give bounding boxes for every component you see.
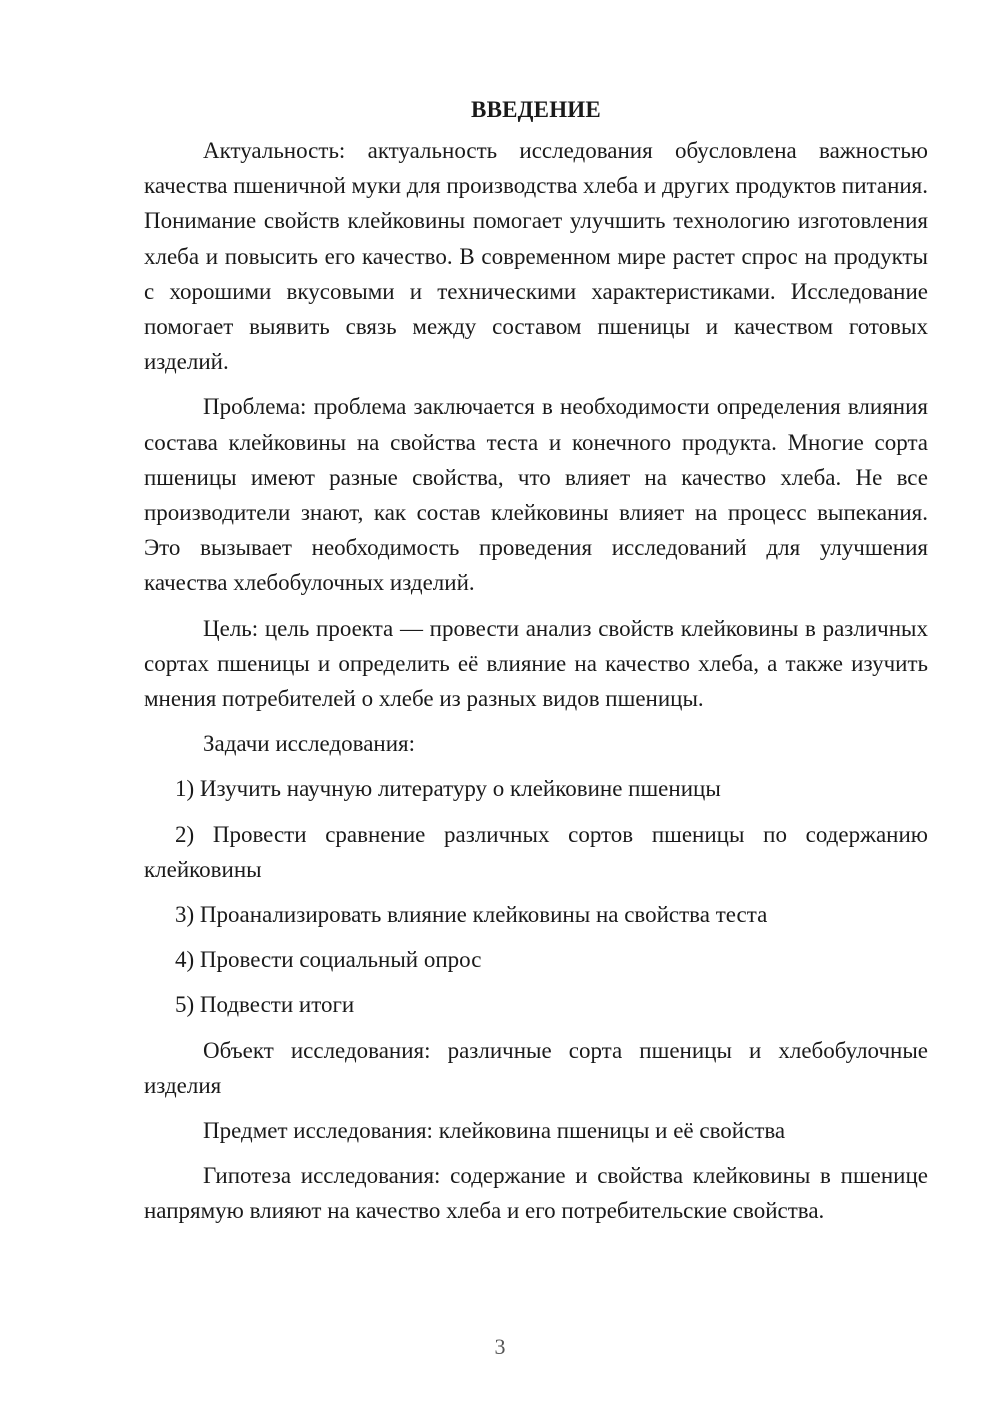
task-item: 2) Провести сравнение различных сортов пшеницы по содержанию клейковины [144, 821, 928, 882]
task-item: 1) Изучить научную литературу о клейковине пшеницы [175, 776, 721, 802]
paragraph-hypothesis: Гипотеза исследования: содержание и свойства клейковины в пшенице напрямую влияют на качество хлеба и его потребительские свойства. [144, 1163, 928, 1224]
page-content [144, 92, 928, 1239]
tasks-heading: Задачи исследования: [203, 731, 416, 757]
task-item: 3) Проанализировать влияние клейковины на свойства теста [175, 902, 768, 928]
paragraph-object: Объект исследования: различные сорта пшеницы и хлебобулочные изделия [144, 1037, 928, 1098]
page-number: 3 [494, 1334, 506, 1359]
section-title: ВВЕДЕНИЕ [471, 97, 601, 122]
task-item: 4) Провести социальный опрос [175, 947, 482, 973]
paragraph-relevance: Актуальность: актуальность исследования обусловлена важностью качества пшеничной муки для производства хлеба и других продуктов питания. Понимание свойств клейковины помогает улучшить технологию изготовления хлеба и повысить его качество. В современном мире растет спрос на продукты с хорошими вкусовыми и техническими характеристиками. Исследование помогает выявить связь между составом пшеницы и качеством готовых изделий. [144, 138, 929, 375]
paragraph-goal: Цель: цель проекта — провести анализ свойств клейковины в различных сортах пшеницы и определить её влияние на качество хлеба, а также изучить мнения потребителей о хлебе из разных видов пшеницы. [144, 615, 928, 712]
paragraph-problem: Проблема: проблема заключается в необходимости определения влияния состава клейковины на свойства теста и конечного продукта. Многие сорта пшеницы имеют разные свойства, что влияет на качество хлеба. Не все производители знают, как состав клейковины влияет на процесс выпекания. Это вызывает необходимость проведения исследований для улучшения качества хлебобулочных изделий. [144, 394, 928, 596]
paragraph-subject: Предмет исследования: клейковина пшеницы и её свойства [203, 1118, 786, 1144]
task-item: 5) Подвести итоги [175, 992, 355, 1018]
